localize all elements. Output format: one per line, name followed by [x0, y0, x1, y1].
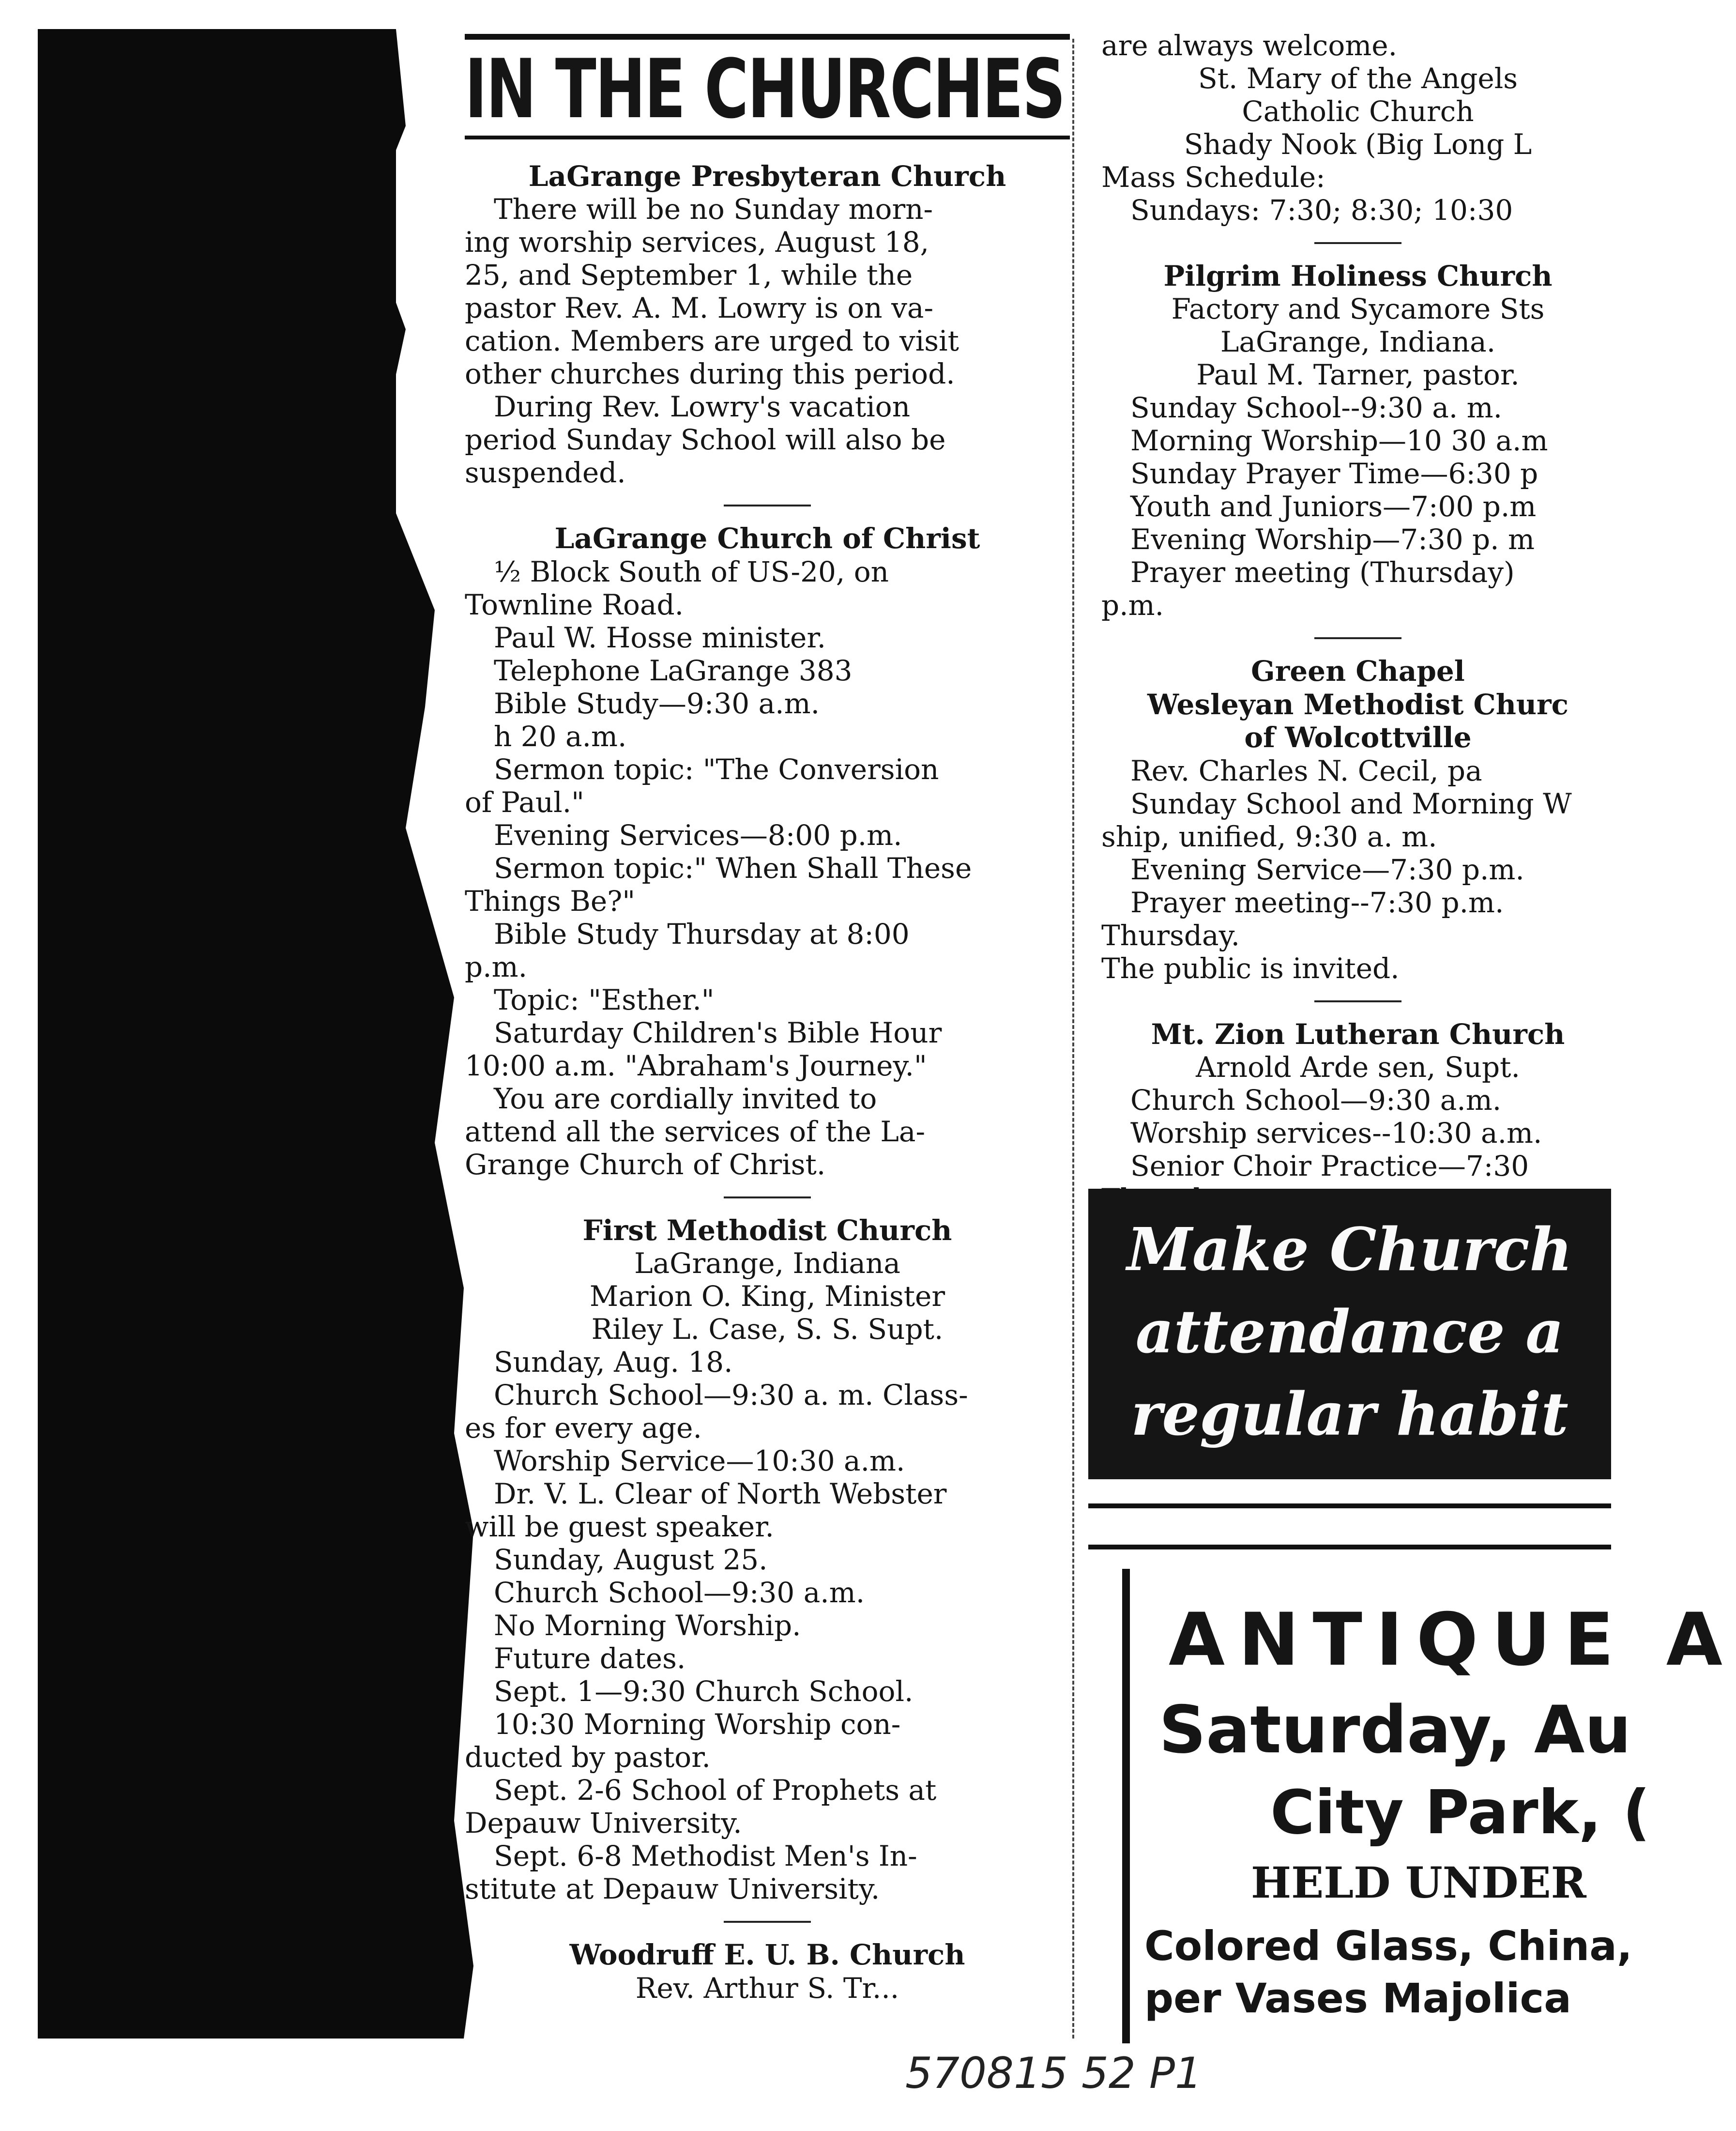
notice-line: ½ Block South of US-20, on: [494, 555, 889, 588]
notice-line: other churches during this period.: [465, 357, 955, 391]
section-separator: [724, 1921, 811, 1923]
notice-line: Factory and Sycamore Sts: [1171, 292, 1545, 326]
left-column: [465, 29, 1070, 2005]
notice-line: Arnold Arde sen, Supt.: [1196, 1051, 1520, 1084]
ad-divider-rule: [1088, 1503, 1611, 1508]
notice-line: p.m.: [1101, 589, 1164, 622]
notice-line: 25, and September 1, while the: [465, 259, 913, 292]
masthead-title: IN THE CHURCHES: [465, 42, 1065, 137]
section-separator: [1314, 637, 1401, 639]
notice-line: LaGrange, Indiana: [634, 1247, 900, 1280]
notice-line: Evening Worship—7:30 p. m: [1130, 523, 1535, 556]
notice-line: will be guest speaker.: [465, 1510, 774, 1544]
notice-line: p.m.: [465, 950, 527, 983]
notice-line: Topic: "Esther.": [494, 983, 715, 1016]
notice-line: es for every age.: [465, 1411, 702, 1445]
notice-line: ducted by pastor.: [465, 1741, 711, 1774]
notice-heading: Green Chapel: [1251, 655, 1465, 688]
notice-line: Riley L. Case, S. S. Supt.: [591, 1313, 944, 1346]
notice-line: ship, unified, 9:30 a. m.: [1101, 820, 1437, 853]
notice-line: cation. Members are urged to visit: [465, 324, 959, 358]
notice-line: Townline Road.: [465, 588, 684, 621]
notice-line: Worship Service—10:30 a.m.: [494, 1444, 905, 1478]
notice-line: Evening Service—7:30 p.m.: [1130, 853, 1524, 886]
notice-line: Church School—9:30 a. m. Class-: [494, 1379, 968, 1412]
notice-line: No Morning Worship.: [494, 1609, 801, 1642]
notice-line: Marion O. King, Minister: [589, 1280, 945, 1313]
notice-heading: Pilgrim Holiness Church: [1163, 260, 1553, 292]
notice-line: period Sunday School will also be: [465, 423, 946, 457]
ad-title: ANTIQUE A: [1169, 1598, 1736, 1682]
notice-heading: Woodruff E. U. B. Church: [569, 1938, 965, 1972]
notice-line: Thursday.: [1101, 919, 1240, 952]
pilgrim-notice: [1101, 260, 1614, 622]
notice-line: ing worship services, August 18,: [465, 226, 929, 259]
notice-line: suspended.: [465, 456, 626, 490]
notice-line: Sept. 2-6 School of Prophets at: [494, 1774, 937, 1807]
notice-line: Morning Worship—10 30 a.m: [1130, 424, 1548, 458]
ad-date: Saturday, Au: [1159, 1692, 1631, 1768]
notice-line: Telephone LaGrange 383: [494, 654, 853, 687]
notice-line: Sunday, Aug. 18.: [494, 1346, 733, 1379]
notice-line: Rev. Arthur S. Tr...: [635, 1971, 899, 2005]
notice-line: pastor Rev. A. M. Lowry is on va-: [465, 291, 934, 325]
church-attendance-ad: [1088, 1189, 1611, 1479]
section-separator: [1314, 242, 1401, 244]
notice-line: You are cordially invited to: [494, 1082, 877, 1115]
notice-line: St. Mary of the Angels: [1198, 62, 1518, 95]
notice-heading: LaGrange Presbyteran Church: [528, 160, 1006, 193]
notice-line: The public is invited.: [1101, 951, 1400, 985]
notice-line: are always welcome.: [1101, 29, 1398, 62]
notice-line: Depauw University.: [465, 1807, 742, 1840]
presbyterian-notice: [465, 160, 1070, 489]
st-mary-notice: [1101, 29, 1614, 227]
notice-line: Senior Choir Practice—7:30: [1130, 1150, 1529, 1183]
section-separator: [724, 1196, 811, 1198]
handwritten-note: 570815 52 P1: [905, 2048, 1202, 2098]
notice-line: Saturday Children's Bible Hour: [494, 1016, 942, 1049]
notice-line: Dr. V. L. Clear of North Webster: [494, 1477, 947, 1511]
ad-held-line: HELD UNDER: [1251, 1857, 1586, 1908]
notice-line: Sunday School and Morning W: [1130, 787, 1572, 820]
notice-heading: LaGrange Church of Christ: [554, 522, 980, 555]
dark-torn-scan-area: [38, 29, 396, 2039]
notice-line: LaGrange, Indiana.: [1220, 325, 1496, 359]
ad-divider-rule: [1088, 1545, 1611, 1549]
notice-line: Sunday, August 25.: [494, 1543, 768, 1577]
notice-line: Shady Nook (Big Long L: [1184, 128, 1532, 161]
notice-line: 10:30 Morning Worship con-: [494, 1708, 901, 1741]
notice-line: Worship services--10:30 a.m.: [1130, 1117, 1542, 1150]
notice-line: Sept. 1—9:30 Church School.: [494, 1675, 914, 1708]
ad-place: City Park, (: [1270, 1778, 1650, 1848]
notice-heading: Wesleyan Methodist Churc: [1147, 688, 1568, 721]
ad-line: regular habit: [1131, 1379, 1568, 1449]
ad-line: Make Church: [1127, 1214, 1573, 1284]
column-divider: [1072, 39, 1074, 2039]
masthead-top-rule: [465, 34, 1070, 40]
notice-line: Prayer meeting--7:30 p.m.: [1130, 886, 1504, 919]
notice-heading: First Methodist Church: [582, 1213, 952, 1247]
church-of-christ-notice: [465, 522, 1070, 1180]
notice-line: Things Be?": [465, 884, 635, 918]
notice-line: Sunday School--9:30 a. m.: [1130, 391, 1503, 425]
notice-heading: of Wolcottville: [1244, 721, 1472, 754]
antique-sale-ad: [1122, 1569, 1736, 2043]
notice-line: Sermon topic: "The Conversion: [494, 752, 939, 786]
notice-line: Sunday Prayer Time—6:30 p: [1130, 457, 1538, 491]
notice-line: Mass Schedule:: [1101, 161, 1325, 194]
notice-line: During Rev. Lowry's vacation: [494, 390, 911, 424]
ad-items-line: Colored Glass, China,: [1144, 1922, 1632, 1970]
right-column: [1101, 29, 1614, 1215]
notice-line: Paul W. Hosse minister.: [494, 621, 826, 654]
notice-line: Youth and Juniors—7:00 p.m: [1130, 490, 1537, 523]
ad-line: attendance a: [1135, 1297, 1564, 1366]
notice-line: There will be no Sunday morn-: [494, 193, 933, 226]
notice-line: Bible Study—9:30 a.m.: [494, 687, 820, 720]
notice-line: Church School—9:30 a.m.: [1130, 1084, 1502, 1117]
notice-line: Paul M. Tarner, pastor.: [1196, 358, 1520, 392]
notice-line: Sundays: 7:30; 8:30; 10:30: [1130, 194, 1513, 227]
section-separator: [724, 505, 811, 506]
notice-line: h 20 a.m.: [494, 720, 627, 753]
notice-line: Future dates.: [494, 1642, 686, 1675]
notice-line: Catholic Church: [1242, 95, 1474, 128]
notice-line: Sermon topic:" When Shall These: [494, 851, 972, 885]
notice-line: of Paul.": [465, 785, 584, 819]
torn-edge-shape: [38, 29, 396, 2039]
green-chapel-notice: [1101, 655, 1614, 984]
notice-line: 10:00 a.m. "Abraham's Journey.": [465, 1049, 927, 1082]
ad-items-line: per Vases Majolica: [1144, 1975, 1571, 2022]
mt-zion-notice: [1101, 1018, 1614, 1215]
notice-line: Church School—9:30 a.m.: [494, 1576, 865, 1610]
notice-heading: Mt. Zion Lutheran Church: [1151, 1017, 1565, 1051]
notice-line: Grange Church of Christ.: [465, 1148, 826, 1181]
notice-line: attend all the services of the La-: [465, 1115, 926, 1148]
section-separator: [1314, 1000, 1401, 1002]
notice-line: Sept. 6-8 Methodist Men's In-: [494, 1840, 917, 1873]
notice-line: Rev. Charles N. Cecil, pa: [1130, 754, 1482, 787]
woodruff-notice: [465, 1938, 1070, 2004]
notice-line: Bible Study Thursday at 8:00: [494, 917, 910, 951]
methodist-notice: [465, 1214, 1070, 1905]
notice-line: stitute at Depauw University.: [465, 1872, 880, 1906]
notice-line: Prayer meeting (Thursday): [1130, 556, 1515, 589]
notice-line: Evening Services—8:00 p.m.: [494, 818, 902, 852]
